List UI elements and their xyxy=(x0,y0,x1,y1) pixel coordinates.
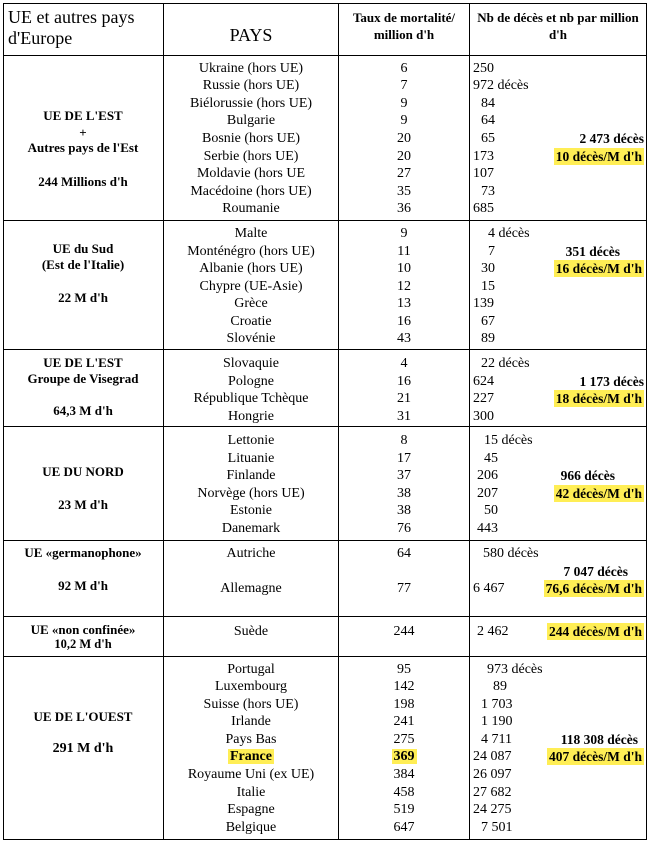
summary-per-million: 76,6 décès/M d'h xyxy=(545,581,642,596)
group-name: Autres pays de l'Est xyxy=(27,140,139,155)
country-name: Lettonie xyxy=(227,433,275,448)
table-border xyxy=(338,3,339,840)
rate-value: 6 xyxy=(400,61,408,76)
deaths-value: 50 xyxy=(484,503,498,518)
country-name: Macédoine (hors UE) xyxy=(190,184,312,199)
rate-value: 76 xyxy=(397,521,411,536)
country-name: Bosnie (hors UE) xyxy=(202,131,300,146)
deaths-value: 15 décès xyxy=(484,433,533,448)
rate-value: 21 xyxy=(397,391,411,406)
deaths-value: 443 xyxy=(477,521,498,536)
country-name: Roumanie xyxy=(222,201,280,216)
summary-total: 7 047 décès xyxy=(563,564,628,579)
rate-value: 647 xyxy=(393,820,415,835)
rate-value: 198 xyxy=(393,697,415,712)
country-name: Serbie (hors UE) xyxy=(203,149,299,164)
rate-value: 9 xyxy=(400,113,408,128)
rate-value: 519 xyxy=(393,802,415,817)
deaths-value: 15 xyxy=(481,279,495,294)
deaths-value: 73 xyxy=(481,184,495,199)
deaths-value: 1 703 xyxy=(481,697,513,712)
deaths-value: 24 275 xyxy=(473,802,512,817)
rate-value: 244 xyxy=(393,624,415,639)
rate-value: 95 xyxy=(397,662,411,677)
table-border xyxy=(3,656,647,657)
group-name: UE DE L'EST xyxy=(43,355,123,370)
deaths-value: 107 xyxy=(473,166,494,181)
rate-value: 12 xyxy=(397,279,411,294)
group-name: UE «non confinée» xyxy=(30,622,136,637)
deaths-value: 300 xyxy=(473,409,494,424)
rate-value: 384 xyxy=(393,767,415,782)
table-border xyxy=(3,3,647,4)
country-name: Lituanie xyxy=(227,451,275,466)
group-population: 22 M d'h xyxy=(58,290,108,305)
deaths-value: 227 xyxy=(473,391,494,406)
country-name: Croatie xyxy=(230,314,272,329)
group-name: UE «germanophone» xyxy=(24,545,142,560)
deaths-value: 30 xyxy=(481,261,495,276)
country-name: Finlande xyxy=(226,468,276,483)
country-name: Ukraine (hors UE) xyxy=(198,61,304,76)
deaths-value: 580 décès xyxy=(483,546,539,561)
rate-value: 4 xyxy=(400,356,408,371)
rate-value: 38 xyxy=(397,486,411,501)
summary-total: 966 décès xyxy=(560,468,615,483)
summary-per-million: 42 décès/M d'h xyxy=(555,486,642,501)
country-name: Norvège (hors UE) xyxy=(197,486,305,501)
deaths-value: 24 087 xyxy=(473,749,512,764)
rate-value: 64 xyxy=(397,546,411,561)
summary-per-million: 18 décès/M d'h xyxy=(555,391,642,406)
country-name: Suisse (hors UE) xyxy=(203,697,299,712)
rate-value: 9 xyxy=(400,226,408,241)
country-name: Royaume Uni (ex UE) xyxy=(187,767,315,782)
summary-per-million: 10 décès/M d'h xyxy=(555,149,642,164)
rate-value: 27 xyxy=(397,166,411,181)
country-name: Bulgarie xyxy=(226,113,276,128)
rate-value: 36 xyxy=(397,201,411,216)
country-name: Portugal xyxy=(227,662,275,677)
rate-value: 20 xyxy=(397,131,411,146)
group-population: 23 M d'h xyxy=(58,497,108,512)
group-population: 64,3 M d'h xyxy=(53,403,113,418)
country-name: Russie (hors UE) xyxy=(202,78,300,93)
deaths-value: 973 décès xyxy=(487,662,543,677)
group-name: (Est de l'Italie) xyxy=(41,257,125,272)
country-name: Chypre (UE-Asie) xyxy=(199,279,303,294)
table-border xyxy=(3,426,647,427)
deaths-value: 2 462 xyxy=(477,624,509,639)
country-name: Grèce xyxy=(234,296,268,311)
rate-value: 10 xyxy=(397,261,411,276)
deaths-value: 1 190 xyxy=(481,714,513,729)
deaths-value: 65 xyxy=(481,131,495,146)
summary-total: 351 décès xyxy=(565,244,620,259)
country-name: République Tchèque xyxy=(193,391,309,406)
rate-value: 16 xyxy=(397,374,411,389)
summary-per-million: 244 décès/M d'h xyxy=(549,624,642,639)
group-population: 10,2 M d'h xyxy=(54,637,112,651)
deaths-value: 624 xyxy=(473,374,494,389)
deaths-value: 206 xyxy=(477,468,498,483)
table-border xyxy=(469,3,470,840)
rate-value: 43 xyxy=(397,331,411,346)
country-name: Malte xyxy=(234,226,268,241)
rate-value: 35 xyxy=(397,184,411,199)
country-name: Moldavie (hors UE xyxy=(196,166,306,181)
country-name: Biélorussie (hors UE) xyxy=(189,96,313,111)
rate-value: 11 xyxy=(397,244,411,259)
table-border xyxy=(3,55,647,56)
table-border xyxy=(3,839,647,840)
rate-value: 275 xyxy=(393,732,415,747)
rate-value: 7 xyxy=(400,78,408,93)
table-border xyxy=(646,3,647,840)
country-name: France xyxy=(230,749,272,764)
deaths-value: 27 682 xyxy=(473,785,512,800)
country-name: Albanie (hors UE) xyxy=(199,261,303,276)
group-population: 244 Millions d'h xyxy=(38,174,128,189)
header-rate: Taux de mortalité/ million d'h xyxy=(352,10,456,42)
rate-value: 16 xyxy=(397,314,411,329)
table-border xyxy=(3,616,647,617)
rate-value: 37 xyxy=(397,468,411,483)
table-border xyxy=(163,3,164,840)
group-name: UE DE L'EST xyxy=(43,108,123,123)
deaths-value: 89 xyxy=(493,679,507,694)
country-name: Belgique xyxy=(225,820,277,835)
summary-total: 1 173 décès xyxy=(579,374,644,389)
country-name: Italie xyxy=(236,785,266,800)
rate-value: 17 xyxy=(397,451,411,466)
rate-value: 458 xyxy=(393,785,415,800)
deaths-value: 139 xyxy=(473,296,494,311)
rate-value: 142 xyxy=(393,679,415,694)
country-name: Pologne xyxy=(228,374,274,389)
group-name: UE DU NORD xyxy=(42,464,124,479)
rate-value: 13 xyxy=(397,296,411,311)
table-border xyxy=(3,349,647,350)
deaths-value: 22 décès xyxy=(481,356,530,371)
deaths-value: 250 xyxy=(473,61,494,76)
rate-value: 38 xyxy=(397,503,411,518)
deaths-value: 4 711 xyxy=(481,732,512,747)
header-region: UE et autres pays d'Europe xyxy=(8,7,135,48)
country-name: Luxembourg xyxy=(214,679,288,694)
deaths-value: 173 xyxy=(473,149,494,164)
group-name: + xyxy=(79,125,87,140)
country-name: Monténégro (hors UE) xyxy=(187,244,315,259)
deaths-value: 89 xyxy=(481,331,495,346)
header-deaths: Nb de décès et nb par million d'h xyxy=(477,10,639,42)
country-name: Pays Bas xyxy=(225,732,277,747)
country-name: Estonie xyxy=(230,503,272,518)
rate-value: 20 xyxy=(397,149,411,164)
country-name: Autriche xyxy=(226,546,276,561)
deaths-value: 7 xyxy=(488,244,495,259)
summary-per-million: 407 décès/M d'h xyxy=(549,749,642,764)
country-name: Suède xyxy=(233,624,269,639)
table-border xyxy=(3,540,647,541)
deaths-value: 4 décès xyxy=(488,226,530,241)
country-name: Allemagne xyxy=(220,581,282,596)
group-name: Groupe de Visegrad xyxy=(27,371,139,386)
rate-value: 9 xyxy=(400,96,408,111)
rate-value: 8 xyxy=(400,433,408,448)
group-population: 291 M d'h xyxy=(52,741,114,756)
country-name: Irlande xyxy=(231,714,271,729)
deaths-value: 84 xyxy=(481,96,495,111)
rate-value: 369 xyxy=(393,749,415,764)
rate-value: 31 xyxy=(397,409,411,424)
country-name: Espagne xyxy=(227,802,275,817)
deaths-value: 67 xyxy=(481,314,495,329)
summary-per-million: 16 décès/M d'h xyxy=(555,261,642,276)
country-name: Slovaquie xyxy=(223,356,279,371)
deaths-value: 26 097 xyxy=(473,767,512,782)
deaths-value: 64 xyxy=(481,113,495,128)
country-name: Danemark xyxy=(221,521,281,536)
deaths-value: 7 501 xyxy=(481,820,513,835)
summary-total: 2 473 décès xyxy=(579,131,644,146)
country-name: Slovénie xyxy=(226,331,276,346)
deaths-value: 972 décès xyxy=(473,78,529,93)
deaths-value: 685 xyxy=(473,201,494,216)
summary-total: 118 308 décès xyxy=(560,732,638,747)
deaths-value: 6 467 xyxy=(473,581,505,596)
table-border xyxy=(3,220,647,221)
deaths-value: 45 xyxy=(484,451,498,466)
country-name: Hongrie xyxy=(228,409,274,424)
group-name: UE DE L'OUEST xyxy=(33,709,133,724)
group-name: UE du Sud xyxy=(52,241,114,256)
rate-value: 77 xyxy=(397,581,411,596)
header-country: PAYS xyxy=(229,25,273,45)
group-population: 92 M d'h xyxy=(58,578,108,593)
deaths-value: 207 xyxy=(477,486,498,501)
rate-value: 241 xyxy=(393,714,415,729)
